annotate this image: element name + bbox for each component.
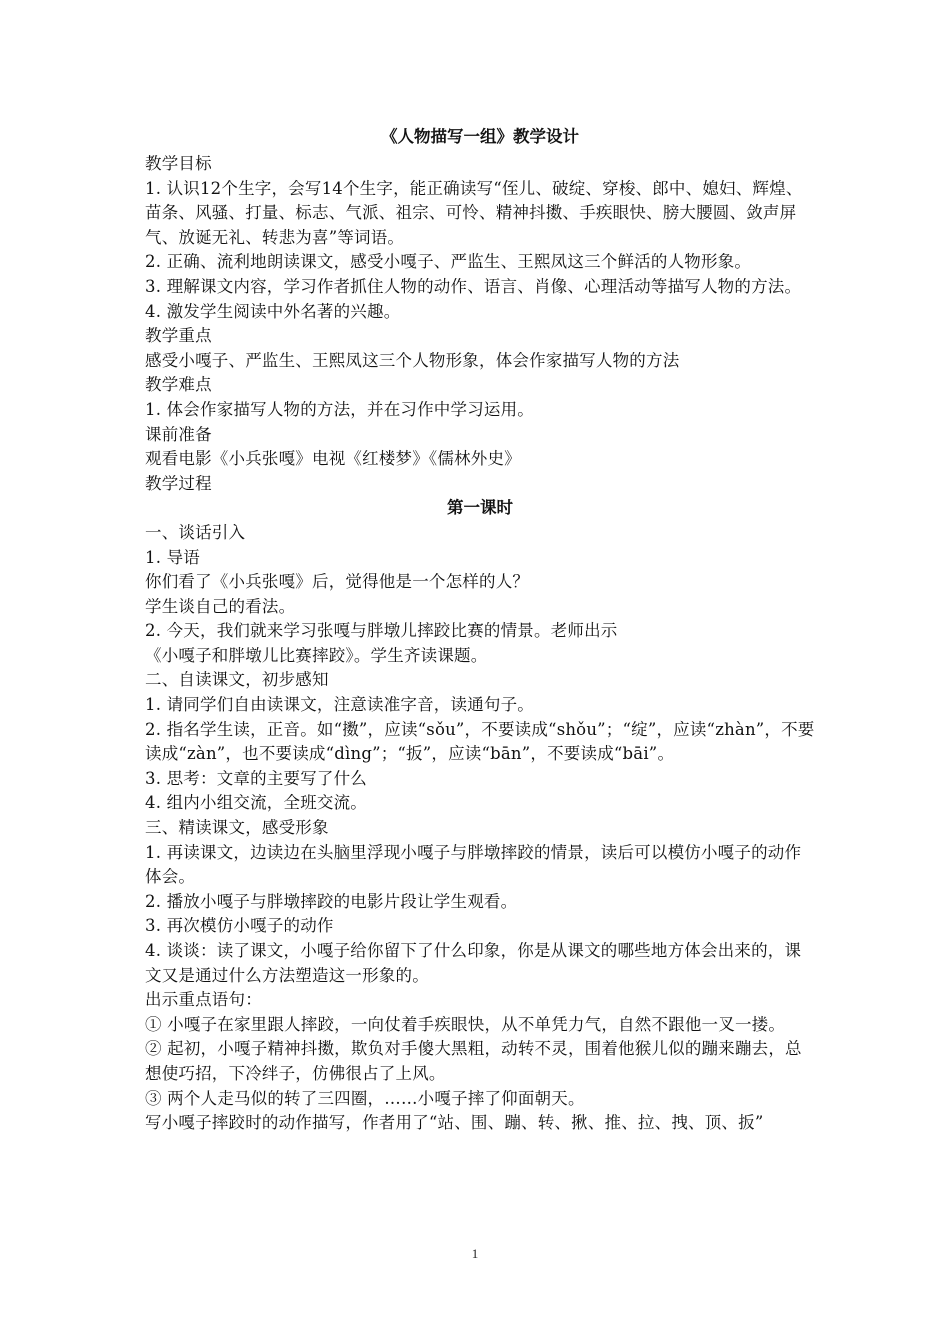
text-line: 教学重点 bbox=[145, 326, 212, 346]
intro-lines bbox=[145, 152, 815, 496]
text-line: 1. 再读课文，边读边在头脑里浮现小嘎子与胖墩摔跤的情景，读后可以模仿小嘎子的动作体会。 bbox=[145, 842, 802, 887]
text-line: 教学目标 bbox=[145, 154, 212, 173]
text-line: 一、谈话引入 bbox=[145, 522, 246, 542]
text-line: 你们看了《小兵张嘎》后，觉得他是一个怎样的人？ bbox=[145, 572, 530, 592]
text-line: 学生谈自己的看法。 bbox=[145, 596, 296, 616]
text-line: 2. 今天，我们就来学习张嘎与胖墩儿摔跤比赛的情景。老师出示 bbox=[145, 621, 618, 641]
text-line: 教学难点 bbox=[145, 375, 212, 395]
text-line: 4. 组内小组交流，全班交流。 bbox=[145, 793, 367, 813]
document-title: 《人物描写一组》教学设计 bbox=[381, 127, 579, 146]
text-line: 4. 激发学生阅读中外名著的兴趣。 bbox=[145, 301, 401, 321]
text-line: 三、精读课文，感受形象 bbox=[145, 818, 329, 838]
text-line: 2. 正确、流利地朗读课文，感受小嘎子、严监生、王熙凤这三个鲜活的人物形象。 bbox=[145, 252, 752, 272]
text-line: 1. 请同学们自由读课文，注意读准字音，读通句子。 bbox=[145, 695, 534, 715]
text-line: 出示重点语句： bbox=[145, 990, 262, 1010]
text-line: 3. 再次模仿小嘎子的动作 bbox=[145, 916, 334, 936]
page-number: 1 bbox=[471, 1246, 479, 1261]
text-line: 1. 导语 bbox=[145, 547, 200, 567]
text-line: 课前准备 bbox=[145, 424, 212, 444]
text-line: 写小嘎子摔跤时的动作描写，作者用了“站、围、蹦、转、揪、推、拉、拽、顶、扳” bbox=[145, 1113, 764, 1133]
text-line: ② 起初，小嘎子精神抖擞，欺负对手傻大黑粗，动转不灵，围着他猴儿似的蹦来蹦去，总想使巧招，下冷绊子，仿佛很占了上风。 bbox=[145, 1039, 802, 1083]
text-line: 3. 理解课文内容，学习作者抓住人物的动作、语言、肖像、心理活动等描写人物的方法。 bbox=[145, 276, 802, 296]
text-line: 感受小嘎子、严监生、王熙凤这三个人物形象，体会作家描写人物的方法 bbox=[145, 350, 680, 370]
text-line: 《小嘎子和胖墩儿比赛摔跤》。学生齐读课题。 bbox=[145, 645, 488, 665]
section-title: 第一课时 bbox=[447, 498, 513, 518]
document-page bbox=[145, 124, 815, 1136]
text-line: 1. 体会作家描写人物的方法，并在习作中学习运用。 bbox=[145, 399, 534, 419]
text-line: 2. 指名学生读，正音。如“擞”，应读“sǒu”，不要读成“shǒu”；“绽”，应读“zhàn”，不要读成“zàn”，也不要读成“dìng”；“扳”，应读“bān”，不要读成“bāi”。 bbox=[145, 719, 815, 764]
text-line: ① 小嘎子在家里跟人摔跤，一向仗着手疾眼快，从不单凭力气，自然不跟他一叉一搂。 bbox=[145, 1014, 786, 1034]
text-line: 二、自读课文，初步感知 bbox=[145, 670, 329, 690]
text-line: ③ 两个人走马似的转了三四圈，……小嘎子摔了仰面朝天。 bbox=[145, 1088, 585, 1108]
text-line: 4. 谈谈：读了课文，小嘎子给你留下了什么印象，你是从课文的哪些地方体会出来的，课文又是通过什么方法塑造这一形象的。 bbox=[145, 941, 802, 985]
text-line: 观看电影《小兵张嘎》电视《红楼梦》《儒林外史》 bbox=[145, 449, 521, 469]
text-line: 3. 思考：文章的主要写了什么 bbox=[145, 768, 367, 788]
lesson-lines bbox=[145, 521, 815, 1136]
text-line: 教学过程 bbox=[145, 473, 212, 493]
text-line: 2. 播放小嘎子与胖墩摔跤的电影片段让学生观看。 bbox=[145, 891, 518, 911]
text-line: 1. 认识12个生字，会写14个生字，能正确读写“侄儿、破绽、穿梭、郎中、媳妇、辉煌、苗条、风骚、打量、标志、气派、祖宗、可怜、精神抖擞、手疾眼快、膀大腰圆、敛声屏气、放诞无礼、转悲为喜”等词语。 bbox=[145, 178, 803, 247]
